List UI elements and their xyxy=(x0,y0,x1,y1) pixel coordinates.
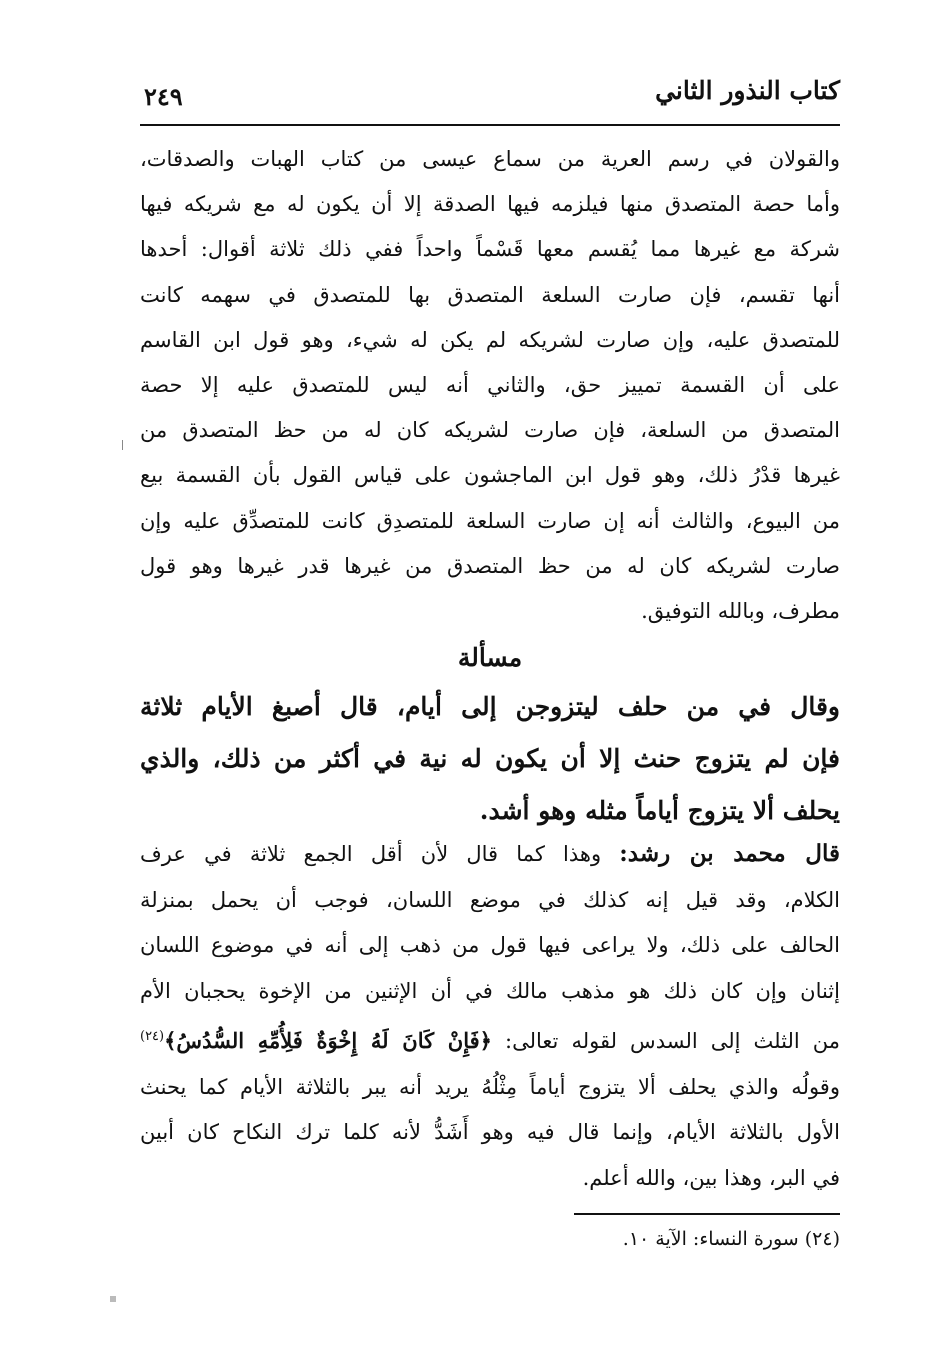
text-line: على أن القسمة تمييز حق، والثاني أنه ليس للمتصدق عليه إلا حصة xyxy=(140,373,840,398)
text-line: المتصدق من السلعة، فإن صارت لشريكه كان له من حظ المتصدق من xyxy=(140,418,840,443)
text-line: فإن لم يتزوج حنث إلا أن يكون له نية في أكثر من ذلك، والذي xyxy=(140,744,840,773)
text-line: الحالف على ذلك، ولا يراعى فيها قول من ذهب إلى أنه في موضوع اللسان xyxy=(140,933,840,957)
paragraph-commentary-1 xyxy=(140,137,840,634)
text-line: صارت لشريكه كان له من حظ المتصدق من غيرها قدر غيرها وهو قول xyxy=(140,553,840,578)
text-fragment: وهذا كما قال لأن أقل الجمع ثلاثة في عرف xyxy=(140,842,620,866)
text-line: وقال في من حلف ليتزوجن إلى أيام، قال أصبغ الأيام ثلاثة xyxy=(140,692,840,721)
scan-speck xyxy=(110,1296,116,1302)
text-line: في البر، وهذا بين، والله أعلم. xyxy=(582,1165,840,1190)
running-header xyxy=(140,70,840,120)
text-line: وقولُه والذي يحلف ألا يتزوج أياماً مِثْلُهُ يريد أنه يبر بالثلاثة الأيام كما يحنث xyxy=(140,1074,840,1099)
footnote-reference: (٢٤) xyxy=(140,1029,165,1044)
text-line: مطرف، وبالله التوفيق. xyxy=(641,599,840,624)
header-divider xyxy=(140,124,840,126)
text-line: للمتصدق عليه، وإن صارت لشريكه لم يكن له شيء، وهو قول ابن القاسم xyxy=(140,327,840,352)
text-line: إثنان وإن كان ذلك هو مذهب مالك في أن الإثنين من الإخوة يحجبان الأم xyxy=(140,978,840,1003)
section-heading: مسألة xyxy=(457,643,523,672)
text-line xyxy=(140,831,840,878)
text-line: وأما حصة المتصدق منها فيلزمه فيها الصدقة إلا أن يكون له مع شريكه فيها xyxy=(140,192,840,217)
text-line xyxy=(140,1014,840,1065)
text-line: غيرها قدْرُ ذلك، وهو قول ابن الماجشون على قياس القول بأن القسمة بيع xyxy=(140,463,840,488)
text-line: يحلف ألا يتزوج أياماً مثله وهو أشد. xyxy=(479,796,840,825)
footnote-divider xyxy=(574,1213,840,1215)
speaker-attribution: قال محمد بن رشد: xyxy=(619,840,840,867)
page-number: ٢٤٩ xyxy=(144,82,183,111)
text-line: من البيوع، والثالث أنه إن صارت السلعة للمتصدِق كانت للمتصدِّق عليه وإن xyxy=(140,508,840,533)
text-line: شركة مع غيرها مما يُقسم معها قَسْماً واحداً ففي ذلك ثلاثة أقوال: أحدها xyxy=(140,237,840,262)
scan-speck xyxy=(122,440,123,450)
text-line: أنها تقسم، فإن صارت السلعة المتصدق بها للمتصدق في سهمه كانت xyxy=(140,282,840,307)
footnote: (٢٤) سورة النساء: الآية ١٠. xyxy=(622,1228,840,1250)
text-fragment: من الثلث إلى السدس لقوله تعالى: xyxy=(491,1029,840,1053)
paragraph-commentary-2 xyxy=(140,831,840,1201)
text-line: والقولان في رسم العرية من سماع عيسى من كتاب الهبات والصدقات، xyxy=(140,147,840,171)
text-line: الأول بالثلاثة الأيام، وإنما قال فيه وهو أَشَدُّ لأنه كلما ترك النكاح كان أبين xyxy=(140,1120,840,1144)
text-line: الكلام، وقد قيل إنه كذلك في موضع اللسان، فوجب أن يحمل بمنزلة xyxy=(140,887,840,912)
paragraph-question xyxy=(140,681,840,837)
quran-verse: ﴿فَإِنْ كَانَ لَهُ إِخْوَةٌ فَلِأُمِّهِ السُّدُسُ﴾ xyxy=(164,1028,492,1053)
running-header-title: كتاب النذور الثاني xyxy=(655,76,840,105)
